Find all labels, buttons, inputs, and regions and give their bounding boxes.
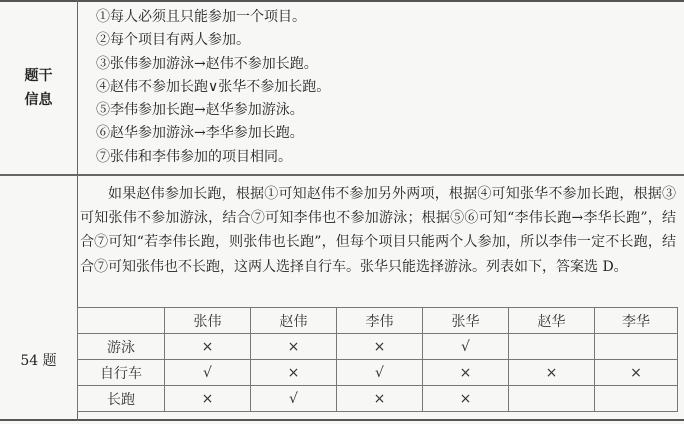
rule-item: ④赵伟不参加长跑∨张华不参加长跑。 [96, 78, 331, 95]
header-cell: 李华 [595, 308, 678, 334]
table-cell [595, 386, 678, 412]
table-cell: × [595, 360, 678, 386]
header-cell: 张伟 [165, 308, 251, 334]
table-cell [595, 334, 678, 360]
rule-item: ③张伟参加游泳→赵伟不参加长跑。 [96, 55, 318, 72]
table-header-row [78, 308, 678, 334]
table-row [78, 386, 678, 412]
table-cell: × [509, 360, 595, 386]
table-cell: √ [251, 386, 337, 412]
header-cell: 赵伟 [251, 308, 337, 334]
rules-list [96, 6, 330, 169]
rule-item: ①每人必须且只能参加一个项目。 [96, 9, 306, 25]
stem-label: 题干信息 [24, 68, 53, 108]
table-cell: √ [165, 360, 251, 386]
table-cell: × [165, 386, 251, 412]
table-cell: × [337, 334, 423, 360]
rule-item: ②每个项目有两人参加。 [96, 32, 250, 49]
table-cell: × [337, 386, 423, 412]
explanation-paragraph: 如果赵伟参加长跑，根据①可知赵伟不参加另外两项，根据④可知张华不参加长跑，根据③可知张伟不参加游泳，结合⑦可知李伟也不参加游泳；根据⑤⑥可知“李伟长跑→李华长跑”，结合⑦可知“若李伟长跑，则张伟也长跑”，但每个项目只能两个人参加，所以李伟一定不长跑，结合⑦可知张伟也不长跑，这两人选择自行车。张华只能选择游泳。列表如下，答案选 D。 [80, 186, 676, 275]
rule-item: ⑤李伟参加长跑→赵华参加游泳。 [96, 102, 304, 119]
table-cell: × [423, 360, 509, 386]
table-cell [509, 334, 595, 360]
header-cell: 李伟 [337, 308, 423, 334]
table-cell: × [251, 334, 337, 360]
header-cell [78, 308, 165, 334]
rule-item: ⑥赵华参加游泳→李华参加长跑。 [96, 125, 304, 142]
table-row [78, 360, 678, 386]
table-cell: × [251, 360, 337, 386]
row-label: 游泳 [78, 334, 165, 360]
table-cell [509, 386, 595, 412]
header-cell: 张华 [423, 308, 509, 334]
rule-item: ⑦张伟和李伟参加的项目相同。 [96, 148, 292, 165]
table-cell: × [165, 334, 251, 360]
table-cell: × [423, 386, 509, 412]
header-cell: 赵华 [509, 308, 595, 334]
row-label: 长跑 [78, 386, 165, 412]
question-label: 54 题 [20, 353, 57, 369]
answer-table [77, 307, 678, 412]
section-label-stem [0, 64, 77, 112]
table-row [78, 334, 678, 360]
row-divider [0, 174, 684, 176]
row-label: 自行车 [78, 360, 165, 386]
table-cell: √ [337, 360, 423, 386]
table-cell: √ [423, 334, 509, 360]
